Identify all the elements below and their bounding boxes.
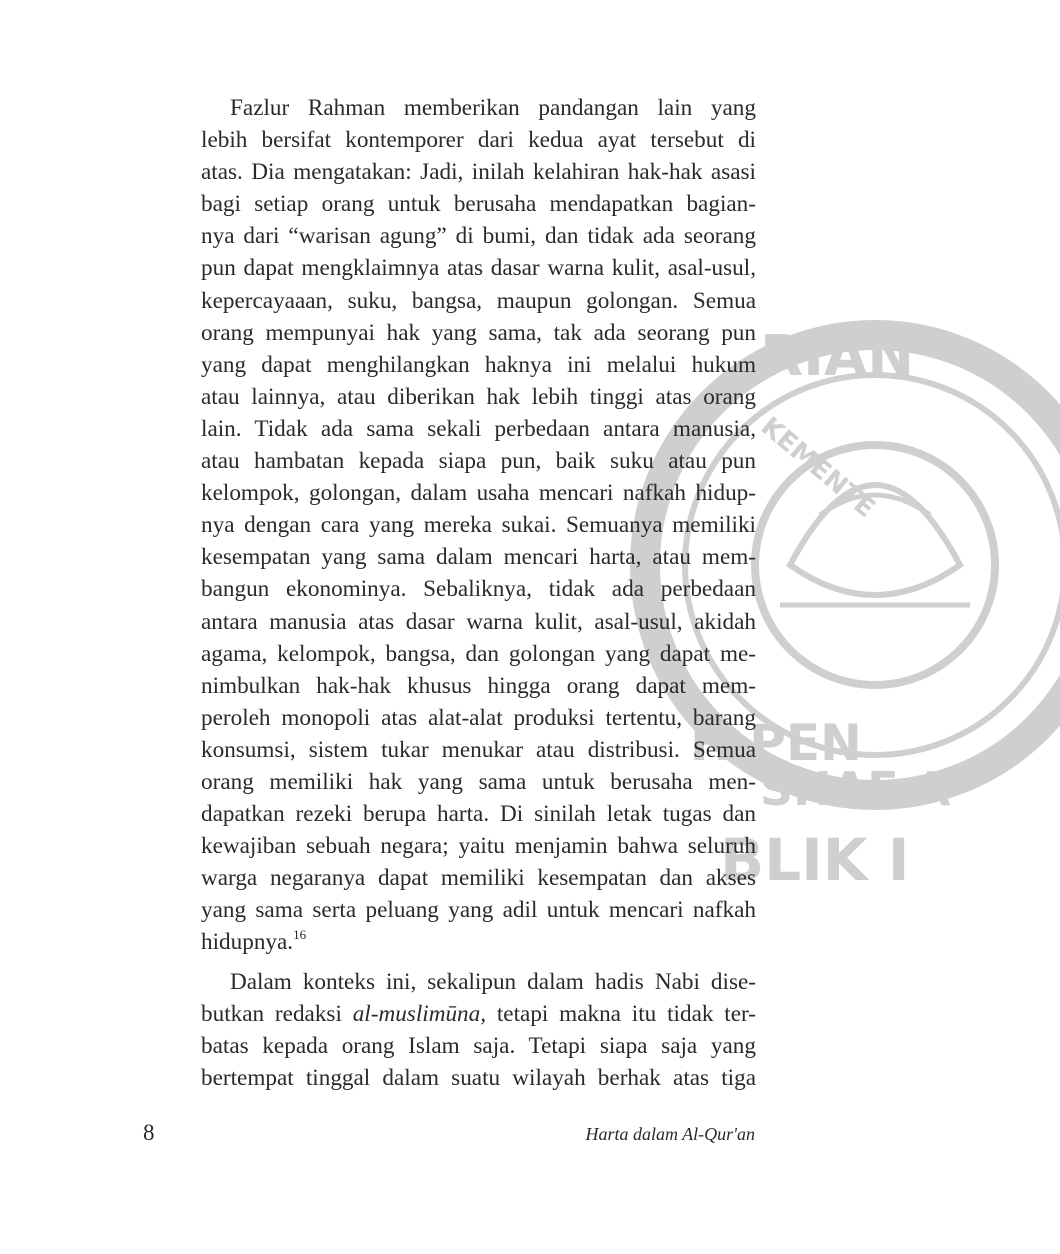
paragraph-1-line: lain. Tidak ada sama sekali perbedaan antara manusia, xyxy=(201,415,756,442)
paragraph-1-line: kepercayaaan, suku, bangsa, maupun golongan. Semua xyxy=(201,287,756,314)
paragraph-1 xyxy=(201,92,756,959)
stamp-text-top: RIAN xyxy=(760,324,915,389)
paragraph-1-line: pun dapat mengklaimnya atas dasar warna kulit, asal-usul, xyxy=(201,255,756,282)
italic-term: al-muslimūna, xyxy=(352,1000,487,1027)
paragraph-1-line: yang dapat menghilangkan haknya ini melalui hukum xyxy=(201,351,756,378)
paragraph-1-line: orang mempunyai hak yang sama, tak ada seorang pun xyxy=(201,319,756,346)
paragraph-1-line: orang memiliki hak yang sama untuk berusaha men- xyxy=(201,768,756,795)
footnote-ref: 16 xyxy=(293,927,307,943)
stamp-text-arc: KEMENTE xyxy=(754,411,881,524)
stamp-text-mid2: SHAF A xyxy=(760,762,951,816)
paragraph-1-line: kewajiban sebuah negara; yaitu menjamin bahwa seluruh xyxy=(201,833,756,860)
paragraph-1-line: peroleh monopoli atas alat-alat produksi tertentu, barang xyxy=(201,704,756,731)
stamp-text-bottom: BLIK I xyxy=(720,826,910,894)
stamp-text-mid1: H PEN xyxy=(690,714,862,772)
paragraph-1-line: warga negaranya dapat memiliki kesempatan dan akses xyxy=(201,865,756,892)
paragraph-2 xyxy=(201,966,756,1094)
paragraph-1-line: dapatkan rezeki berupa harta. Di sinilah letak tugas dan xyxy=(201,801,756,828)
paragraph-1-line xyxy=(201,926,756,958)
paragraph-2-line-4: bertempat tinggal dalam suatu wilayah berhak atas tiga xyxy=(201,1064,756,1091)
paragraph-2-line-2 xyxy=(201,998,756,1030)
paragraph-1-line: nya dengan cara yang mereka sukai. Semuanya memiliki xyxy=(201,512,756,539)
paragraph-1-line: kesempatan yang sama dalam mencari harta, atau mem- xyxy=(201,544,756,571)
paragraph-1-line: yang sama serta peluang yang adil untuk mencari nafkah xyxy=(201,897,756,924)
paragraph-1-line: Fazlur Rahman memberikan pandangan lain yang xyxy=(230,95,756,121)
paragraph-1-line: nya dari “warisan agung” di bumi, dan tidak ada seorang xyxy=(201,223,756,250)
paragraph-1-line: lebih bersifat kontemporer dari kedua ayat tersebut di xyxy=(201,127,756,154)
paragraph-1-line: agama, kelompok, bangsa, dan golongan yang dapat me- xyxy=(201,640,756,667)
paragraph-2-line-1: Dalam konteks ini, sekalipun dalam hadis Nabi dise- xyxy=(230,968,756,995)
paragraph-2-line-3: batas kepada orang Islam saja. Tetapi siapa saja yang xyxy=(201,1032,756,1059)
paragraph-1-line: atau hambatan kepada siapa pun, baik suku atau pun xyxy=(201,448,756,475)
text-run: hidupnya. xyxy=(201,929,294,956)
paragraph-1-line: bangun ekonominya. Sebaliknya, tidak ada perbedaan xyxy=(201,576,756,603)
text-run: tetapi makna itu tidak ter- xyxy=(486,1000,756,1027)
paragraph-1-line: nimbulkan hak-hak khusus hingga orang dapat mem- xyxy=(201,672,756,699)
running-title: Harta dalam Al-Qur'an xyxy=(585,1124,755,1144)
paragraph-1-line: kelompok, golongan, dalam usaha mencari nafkah hidup- xyxy=(201,480,756,507)
paragraph-1-line: antara manusia atas dasar warna kulit, asal-usul, akidah xyxy=(201,608,756,635)
paragraph-1-line: atas. Dia mengatakan: Jadi, inilah kelahiran hak-hak asasi xyxy=(201,159,756,186)
paragraph-1-line: atau lainnya, atau diberikan hak lebih tinggi atas orang xyxy=(201,383,756,410)
text-run: butkan redaksi xyxy=(201,1000,353,1027)
page-number: 8 xyxy=(143,1120,155,1145)
body-text xyxy=(201,92,756,1094)
paragraph-1-line: konsumsi, sistem tukar menukar atau distribusi. Semua xyxy=(201,736,756,763)
paragraph-1-line: bagi setiap orang untuk berusaha mendapatkan bagian- xyxy=(201,191,756,218)
